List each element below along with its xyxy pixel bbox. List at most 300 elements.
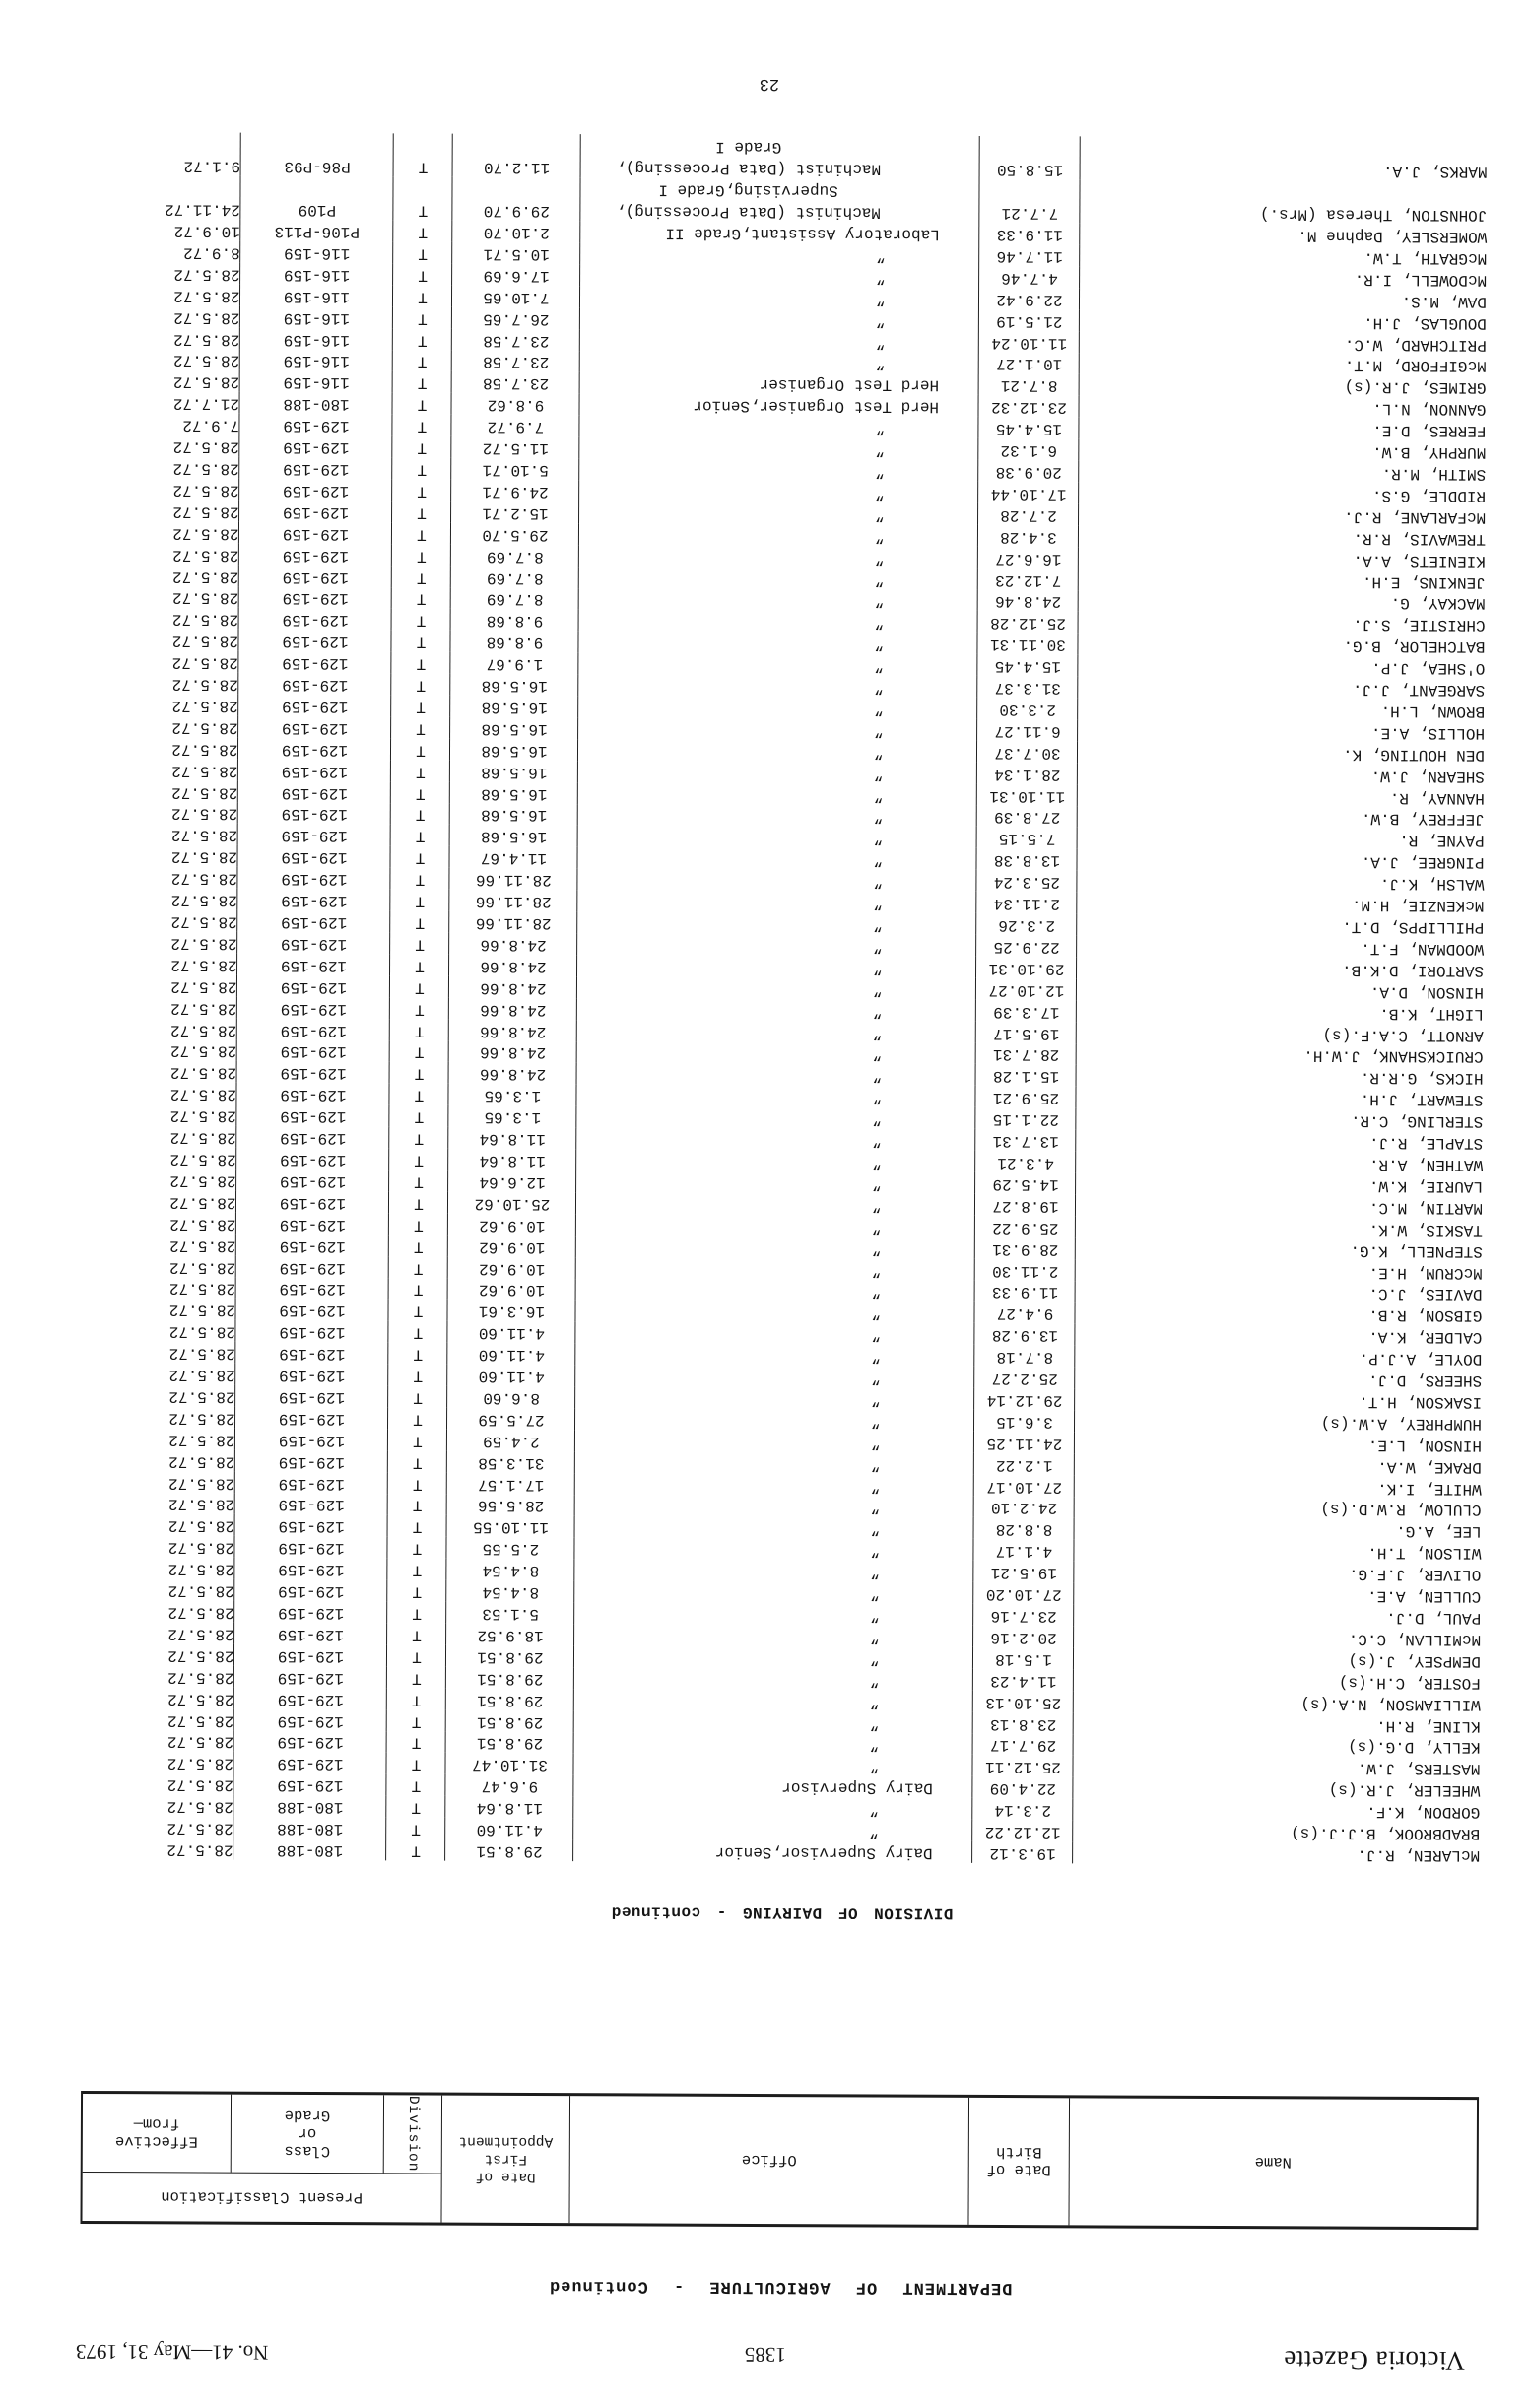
cell-office [575,1495,974,1518]
cell-office [580,221,979,244]
cell-name: WOODMAN, F.T. [1361,939,1485,959]
cell-name: PAUL, D.J. [1386,1608,1482,1628]
cell-class-or-grade: P106-P113 [240,220,393,242]
cell-division: T [391,652,450,674]
cell-first-appointment: 4.11.60 [445,1818,573,1839]
cell-division: T [387,1709,446,1731]
cell-name: DAW, M.S. [1401,292,1488,310]
cell-first-appointment: 4.11.60 [447,1343,575,1365]
cell-date-of-birth: 16.6.27 [978,547,1079,569]
cell-office [577,890,976,913]
cell-name: GANNON, N.L. [1372,399,1487,419]
cell-effective-from: 28.5.72 [89,305,240,328]
cell-office [577,998,976,1022]
cell-first-appointment: 7.10.65 [452,285,580,306]
cell-division: T [389,1213,448,1235]
office-line: ” [874,656,884,675]
column-header-dob: Date of Birth [968,2098,1070,2225]
cell-first-appointment: 11.2.70 [453,134,581,177]
cell-class-or-grade: 129-159 [235,1342,388,1365]
cell-class-or-grade: 129-159 [234,1558,387,1580]
cell-name: HANNAY, R. [1389,788,1485,807]
office-line: ” [874,527,885,546]
column-header-division [384,2095,441,2173]
cell-name: ARNOTT, C.A.F.(s) [1322,1026,1484,1044]
cell-date-of-birth: 7.12.23 [978,569,1079,590]
cell-class-or-grade: 129-159 [237,954,390,976]
office-line: ” [872,1066,883,1085]
cell-division: T [387,1537,446,1559]
cell-office [576,1214,975,1237]
cell-division: T [389,1084,448,1105]
cell-name: McFARLANE, R.J. [1343,507,1487,526]
cell-effective-from: 28.5.72 [88,565,239,587]
cell-first-appointment: 17.1.57 [447,1472,575,1494]
cell-office [575,1451,974,1475]
cell-effective-from: 28.5.72 [88,543,239,566]
cell-first-appointment: 9.6.47 [445,1774,573,1796]
office-line: ” [872,1153,882,1171]
cell-office [577,847,976,871]
cell-first-appointment: 7.9.72 [451,415,579,436]
cell-class-or-grade: 129-159 [236,1104,389,1127]
cell-name: SARTORI, D.K.B. [1341,961,1485,980]
cell-name: MARKS, J.A. [1382,163,1488,181]
cell-first-appointment: 24.8.66 [449,955,577,976]
cell-date-of-birth: 7.7.21 [979,179,1080,223]
cell-effective-from: 28.5.72 [89,284,240,306]
cell-office [573,1796,972,1820]
cell-class-or-grade: 129-159 [239,565,392,587]
cell-first-appointment: 11.8.64 [445,1796,573,1818]
cell-class-or-grade: 129-159 [236,1126,389,1149]
cell-effective-from: 8.9.72 [89,240,240,263]
cell-office [575,1386,974,1410]
cell-office [579,415,978,438]
cell-division: T [386,1774,445,1796]
cell-class-or-grade: 129-159 [236,1148,389,1171]
cell-first-appointment: 16.3.61 [447,1300,575,1321]
cell-first-appointment: 24.8.66 [449,997,577,1019]
gazette-page-ref: 1385 [744,2342,786,2368]
cell-first-appointment: 24.8.66 [449,1062,577,1084]
cell-office [580,307,979,331]
cell-division: T [389,1278,448,1300]
cell-class-or-grade: 180-188 [233,1795,386,1818]
cell-first-appointment: 11.8.64 [448,1149,576,1171]
office-line: ” [872,1002,883,1021]
office-line: ” [876,246,886,265]
cell-name: TREWAVIS, R.R. [1353,529,1486,548]
cell-name: BRADBROOK, B.J.J.(s) [1291,1824,1481,1843]
office-line: ” [869,1822,879,1840]
office-line: ” [869,1671,880,1690]
cell-date-of-birth: 8.7.21 [979,373,1080,395]
cell-division: T [392,457,451,479]
cell-office [576,1192,975,1216]
cell-office [579,610,978,634]
cell-effective-from: 28.5.72 [86,866,237,889]
cell-class-or-grade: 116-159 [240,241,393,264]
cell-division: T [387,1731,446,1753]
cell-effective-from: 28.5.72 [82,1816,233,1839]
office-line: ” [873,807,884,827]
cell-first-appointment: 2.10.70 [452,221,580,242]
cell-division: T [388,1321,447,1343]
cell-effective-from: 21.7.72 [88,391,239,414]
cell-division: T [390,846,449,868]
cell-date-of-birth: 11.7.46 [979,244,1080,266]
office-line: ” [874,678,884,697]
office-line: ” [873,786,884,805]
office-line: Dairy Supervisor,Senior [714,1842,933,1862]
division-heading: DIVISION OF DAIRYING - continued [611,1903,954,1922]
cell-first-appointment: 16.5.68 [450,696,578,717]
cell-date-of-birth: 20.2.16 [973,1626,1074,1647]
cell-first-appointment: 29.8.51 [446,1688,574,1709]
cell-effective-from: 28.5.72 [82,1838,233,1860]
cell-effective-from: 28.5.72 [87,694,238,716]
cell-first-appointment: 29.8.51 [446,1666,574,1688]
cell-office [575,1365,974,1388]
cell-first-appointment: 4.11.60 [447,1321,575,1343]
cell-class-or-grade: 116-159 [240,349,393,371]
cell-division: T [388,1343,447,1365]
cell-office [579,545,978,569]
cell-effective-from: 28.5.72 [88,435,239,457]
cell-office [578,674,977,698]
cell-division: T [391,825,450,846]
cell-name: RIDDLE, G.S. [1371,486,1487,505]
cell-division: T [390,975,449,997]
office-line: ” [873,765,884,783]
cell-name: SHEARN, J.W. [1370,767,1485,785]
cell-division: T [392,544,451,566]
office-line: ” [872,1044,883,1063]
cell-class-or-grade: 129-159 [239,586,392,609]
cell-name: JENKINS, E.H. [1362,572,1486,591]
cell-class-or-grade: 129-159 [238,695,391,717]
cell-effective-from: 28.5.72 [87,672,238,695]
cell-office [577,868,976,892]
office-line: ” [871,1325,881,1344]
office-line: ” [871,1196,882,1215]
cell-date-of-birth: 29.12.14 [974,1388,1075,1410]
cell-office [575,1430,974,1453]
cell-effective-from: 28.5.72 [83,1557,234,1579]
cell-date-of-birth: 13.9.28 [974,1323,1075,1345]
cell-date-of-birth: 15.4.45 [977,654,1078,676]
cell-division: T [390,910,449,932]
cell-name: SHEERS, D.J. [1367,1371,1483,1390]
cell-first-appointment: 28.11.66 [449,868,577,890]
cell-effective-from: 28.5.72 [85,1234,236,1256]
cell-class-or-grade: 180-188 [239,392,392,415]
cell-effective-from: 28.5.72 [85,1104,236,1126]
office-line: ” [873,743,884,762]
cell-effective-from: 28.5.72 [89,349,240,371]
cell-first-appointment: 8.4.54 [446,1580,574,1602]
cell-first-appointment: 28.5.56 [447,1494,575,1515]
cell-division: T [393,177,452,221]
cell-name: SARGEANT, J.J. [1352,680,1486,700]
cell-first-appointment: 26.7.65 [452,306,580,328]
office-line: ” [873,829,884,847]
cell-date-of-birth: 25.10.13 [973,1691,1074,1712]
cell-office [580,264,979,288]
cell-effective-from: 28.5.72 [85,1190,236,1213]
cell-class-or-grade: 129-159 [239,501,392,523]
cell-class-or-grade: 129-159 [238,759,391,781]
cell-first-appointment: 5.1.53 [446,1602,574,1624]
cell-name: ISAKSON, H.T. [1359,1392,1483,1412]
cell-name: BROWN, L.H. [1380,702,1486,721]
table-body-area [82,135,1488,1865]
office-line: ” [872,937,883,956]
cell-first-appointment: 16.5.68 [450,803,578,825]
cell-office [574,1624,973,1647]
cell-division: T [387,1559,446,1580]
cell-date-of-birth: 29.10.31 [976,957,1077,978]
cell-name: CALDER, K.A. [1368,1327,1483,1347]
cell-date-of-birth: 9.4.27 [974,1302,1075,1323]
cell-class-or-grade: 116-159 [240,263,393,286]
office-line: ” [871,1347,881,1366]
office-line: Machinist (Data Processing), [616,202,881,222]
cell-class-or-grade: 129-159 [239,457,392,480]
cell-office [579,394,978,418]
cell-effective-from: 28.5.72 [89,327,240,350]
cell-name: HOLLIS, A.E. [1370,723,1486,743]
cell-date-of-birth: 11.10.31 [977,784,1078,806]
cell-division: T [393,263,452,285]
cell-office [575,1516,974,1540]
cell-first-appointment: 12.6.64 [448,1171,576,1192]
cell-division: T [390,997,449,1019]
cell-effective-from: 28.5.72 [84,1493,235,1515]
cell-division: T [392,522,451,544]
cell-date-of-birth: 2.7.28 [978,503,1079,525]
office-line: Supervising,Grade I [658,180,838,200]
cell-name: DEN HOUTING, K. [1342,745,1486,764]
staff-rows [82,132,1488,1865]
issue-reference: No. 41—May 31, 1973 [75,2339,269,2365]
cell-first-appointment: 16.5.68 [450,738,578,760]
cell-effective-from: 28.5.72 [88,586,239,609]
cell-name: McLAREN, R.J. [1357,1845,1481,1865]
cell-first-appointment: 29.8.51 [446,1709,574,1731]
cell-office [579,480,978,503]
cell-division: T [387,1601,446,1623]
cell-class-or-grade: 116-159 [240,285,393,307]
column-header-present-classification: Present Classification [82,2172,440,2223]
cell-first-appointment: 16.5.68 [450,674,578,696]
cell-first-appointment: 11.8.64 [448,1127,576,1149]
cell-name: WHITE, I.K. [1377,1479,1482,1498]
cell-date-of-birth: 24.2.10 [974,1497,1075,1518]
cell-name: McMILLAN, C.C. [1348,1630,1482,1649]
cell-name: MARTIN, M.C. [1368,1198,1484,1217]
cell-division: T [392,393,451,415]
cell-class-or-grade: 129-159 [234,1623,387,1645]
office-line: ” [875,268,886,287]
cell-office [573,1839,972,1863]
cell-name: SMITH, M.R. [1381,464,1487,484]
column-header-office: Office [569,2096,969,2225]
cell-date-of-birth: 2.3.26 [976,913,1077,935]
cell-office [573,1775,972,1799]
cell-division: T [389,1105,448,1127]
cell-division: T [388,1364,447,1385]
cell-class-or-grade: 116-159 [240,327,393,350]
cell-class-or-grade: 129-159 [234,1730,387,1753]
office-line: ” [873,894,883,912]
cell-date-of-birth: 15.8.50 [980,136,1081,179]
cell-name: CLULOW, R.W.D.(s) [1320,1500,1482,1519]
cell-division: T [393,371,452,393]
cell-division: T [393,241,452,263]
cell-first-appointment: 10.9.62 [448,1213,576,1235]
cell-effective-from: 28.5.72 [85,1255,236,1278]
cell-date-of-birth: 14.5.29 [975,1172,1076,1194]
cell-date-of-birth: 15.1.28 [976,1064,1077,1086]
cell-class-or-grade: 129-159 [236,1191,389,1214]
office-line: ” [870,1541,881,1560]
cell-first-appointment: 16.5.68 [450,825,578,846]
office-line: ” [872,959,883,977]
cell-office [576,1257,975,1281]
cell-division: T [390,932,449,954]
cell-name: DRAKE, W.A. [1377,1457,1482,1476]
cell-effective-from: 28.5.72 [86,974,237,997]
cell-division: T [394,134,453,177]
cell-class-or-grade: 129-159 [235,1364,388,1386]
cell-class-or-grade: 129-159 [235,1320,388,1343]
cell-division: T [392,479,451,501]
cell-division: T [388,1385,447,1407]
cell-division: T [391,631,450,652]
office-line: ” [872,980,883,999]
cell-effective-from: 28.5.72 [86,909,237,932]
cell-division: T [393,328,452,350]
cell-office [578,632,977,655]
cell-division: T [393,306,452,328]
cell-first-appointment: 9.8.68 [450,631,578,652]
office-line: ” [869,1693,880,1711]
office-line: ” [872,1131,882,1150]
cell-division: T [388,1472,447,1494]
cell-office [576,1171,975,1194]
cell-class-or-grade: 129-159 [237,867,390,890]
cell-office [579,567,978,590]
office-line: ” [874,700,884,718]
cell-first-appointment: 1.9.67 [450,652,578,674]
cell-name: LAURIE, K.W. [1368,1176,1484,1196]
cell-first-appointment: 8.6.60 [447,1386,575,1408]
office-line: ” [871,1239,882,1258]
journal-title: Victoria Gazette [1283,2345,1465,2376]
cell-class-or-grade: 129-159 [237,889,390,911]
cell-date-of-birth: 8.8.28 [974,1517,1075,1539]
cell-effective-from: 7.9.72 [88,413,239,435]
cell-office [573,1754,972,1777]
cell-date-of-birth: 1.2.22 [974,1453,1075,1475]
cell-division: T [392,566,451,587]
table-row [90,132,1488,181]
cell-office [577,911,976,935]
cell-first-appointment: 16.5.68 [450,760,578,781]
cell-division: T [389,1256,448,1278]
cell-office [577,1041,976,1065]
office-line: Herd Test Organiser,Senior [693,396,940,417]
office-line: ” [874,613,885,632]
cell-class-or-grade: 129-159 [239,608,392,631]
cell-date-of-birth: 7.5.15 [977,827,1078,848]
office-line: Dairy Supervisor [781,1778,933,1798]
office-line: ” [871,1304,882,1322]
cell-office [578,652,977,676]
cell-name: MASTERS, J.W. [1357,1760,1481,1778]
cell-effective-from: 28.5.72 [84,1363,235,1385]
cell-office [575,1322,974,1346]
office-line: ” [870,1519,881,1538]
cell-class-or-grade: 129-159 [237,845,390,868]
cell-name: McDOWELL, I.R. [1354,270,1488,290]
cell-effective-from: 28.5.72 [87,715,238,738]
cell-first-appointment: 10.9.62 [448,1235,576,1256]
office-line: ” [869,1714,880,1733]
cell-effective-from: 28.5.72 [83,1665,234,1688]
cell-office [579,588,978,612]
cell-name: McGRATH, T.W. [1363,248,1488,268]
cell-division: T [393,285,452,306]
office-line: ” [874,635,885,653]
cell-effective-from: 28.5.72 [84,1384,235,1407]
cell-date-of-birth: 22.9.42 [979,288,1080,309]
cell-date-of-birth: 30.7.37 [977,741,1078,763]
cell-office [574,1667,973,1691]
cell-date-of-birth: 2.11.34 [976,892,1077,913]
cell-name: FERRES, D.E. [1372,421,1487,440]
cell-name: JOHNSTON, Theresa (Mrs.) [1259,205,1488,225]
cell-division: T [390,1062,449,1084]
cell-date-of-birth: 28.9.31 [975,1237,1076,1259]
cell-division: T [391,803,450,825]
cell-class-or-grade: 129-159 [234,1579,387,1602]
cell-division: T [386,1753,445,1774]
staff-table [82,132,1488,1865]
cell-name: GORDON, K.F. [1366,1802,1481,1822]
cell-date-of-birth: 27.8.39 [977,806,1078,828]
cell-date-of-birth: 3.6.15 [974,1410,1075,1432]
cell-first-appointment: 31.3.58 [447,1450,575,1472]
cell-division: T [388,1300,447,1321]
cell-office [580,329,979,353]
cell-office [574,1602,973,1626]
cell-class-or-grade: 129-159 [233,1752,386,1774]
cell-name: CULLEN, A.E. [1367,1586,1482,1606]
present-classification-group [82,2094,442,2223]
office-line: Herd Test Organiser [759,375,940,395]
cell-class-or-grade: 129-159 [236,1255,389,1278]
cell-office [576,1279,975,1303]
cell-date-of-birth: 12.10.27 [976,978,1077,1000]
page-number: 23 [759,73,780,94]
cell-class-or-grade: 129-159 [238,630,391,652]
cell-date-of-birth: 6.1.32 [978,438,1079,460]
cell-date-of-birth: 25.12.28 [978,611,1079,633]
cell-effective-from: 28.5.72 [82,1751,233,1773]
